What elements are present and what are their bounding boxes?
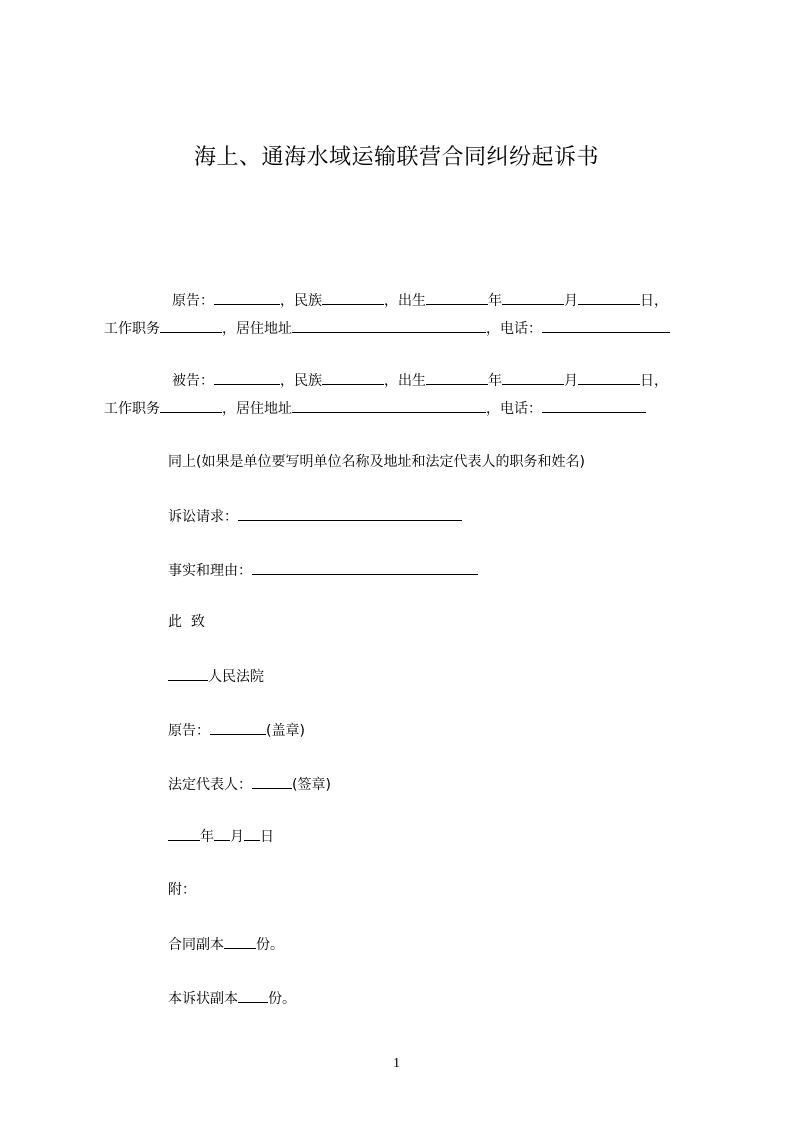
attachment-contract-suffix: 份。 bbox=[256, 937, 284, 953]
attachment-complaint-line bbox=[168, 988, 296, 1009]
defendant-line-1 bbox=[172, 370, 668, 391]
plaintiff-address-blank[interactable] bbox=[292, 318, 486, 333]
defendant-address-label: ，居住地址 bbox=[222, 401, 292, 417]
defendant-day-label: 日， bbox=[640, 373, 668, 389]
facts-line bbox=[168, 560, 478, 581]
defendant-job-label: 工作职务 bbox=[104, 401, 160, 417]
legal-rep-seal: (签章) bbox=[292, 777, 331, 793]
same-note: 同上(如果是单位要写明单位名称及地址和法定代表人的职务和姓名) bbox=[168, 454, 585, 470]
attachment-complaint-prefix: 本诉状副本 bbox=[168, 991, 238, 1007]
plaintiff-phone-label: ，电话： bbox=[486, 321, 542, 337]
date-year-label: 年 bbox=[200, 829, 214, 845]
page-number: 1 bbox=[393, 1056, 400, 1071]
defendant-name-blank[interactable] bbox=[214, 370, 280, 385]
court-line bbox=[168, 666, 264, 687]
facts-label: 事实和理由： bbox=[168, 563, 252, 579]
plaintiff-birth-label: ，出生 bbox=[384, 293, 426, 309]
defendant-address-blank[interactable] bbox=[292, 398, 486, 413]
plaintiff-month-label: 月 bbox=[564, 293, 578, 309]
sign-plaintiff-blank[interactable] bbox=[210, 720, 266, 735]
defendant-ethnicity-blank[interactable] bbox=[322, 370, 384, 385]
attachment-label: 附： bbox=[168, 882, 196, 898]
plaintiff-label: 原告： bbox=[172, 293, 214, 309]
plaintiff-address-label: ，居住地址 bbox=[222, 321, 292, 337]
defendant-birth-label: ，出生 bbox=[384, 373, 426, 389]
facts-blank[interactable] bbox=[252, 560, 478, 575]
defendant-birth-day-blank[interactable] bbox=[578, 370, 640, 385]
claims-label: 诉讼请求： bbox=[168, 509, 238, 525]
plaintiff-birth-year-blank[interactable] bbox=[426, 290, 488, 305]
legal-rep-line bbox=[168, 774, 331, 795]
plaintiff-birth-day-blank[interactable] bbox=[578, 290, 640, 305]
court-name-blank[interactable] bbox=[168, 666, 208, 681]
defendant-label: 被告： bbox=[172, 373, 214, 389]
plaintiff-line-2 bbox=[104, 318, 670, 339]
defendant-birth-month-blank[interactable] bbox=[502, 370, 564, 385]
legal-rep-blank[interactable] bbox=[252, 774, 292, 789]
sign-plaintiff-label: 原告： bbox=[168, 723, 210, 739]
plaintiff-ethnicity-label: ，民族 bbox=[280, 293, 322, 309]
plaintiff-job-label: 工作职务 bbox=[104, 321, 160, 337]
defendant-phone-label: ，电话： bbox=[486, 401, 542, 417]
attachment-contract-count-blank[interactable] bbox=[224, 934, 256, 949]
plaintiff-day-label: 日， bbox=[640, 293, 668, 309]
court-suffix: 人民法院 bbox=[208, 669, 264, 685]
date-month-blank[interactable] bbox=[214, 826, 230, 841]
defendant-job-blank[interactable] bbox=[160, 398, 222, 413]
date-year-blank[interactable] bbox=[168, 826, 200, 841]
plaintiff-birth-month-blank[interactable] bbox=[502, 290, 564, 305]
defendant-month-label: 月 bbox=[564, 373, 578, 389]
plaintiff-job-blank[interactable] bbox=[160, 318, 222, 333]
attachment-contract-line bbox=[168, 934, 284, 955]
document-title: 海上、通海水域运输联营合同纠纷起诉书 bbox=[193, 145, 599, 170]
defendant-line-2 bbox=[104, 398, 646, 419]
sign-plaintiff-line bbox=[168, 720, 305, 741]
plaintiff-year-label: 年 bbox=[488, 293, 502, 309]
date-month-label: 月 bbox=[230, 829, 244, 845]
claims-line bbox=[168, 506, 462, 527]
claims-blank[interactable] bbox=[238, 506, 462, 521]
date-day-blank[interactable] bbox=[244, 826, 260, 841]
defendant-phone-blank[interactable] bbox=[542, 398, 646, 413]
date-line bbox=[168, 826, 274, 847]
sign-plaintiff-seal: (盖章) bbox=[266, 723, 305, 739]
plaintiff-name-blank[interactable] bbox=[214, 290, 280, 305]
defendant-ethnicity-label: ，民族 bbox=[280, 373, 322, 389]
attachment-contract-prefix: 合同副本 bbox=[168, 937, 224, 953]
attachment-complaint-suffix: 份。 bbox=[268, 991, 296, 1007]
plaintiff-ethnicity-blank[interactable] bbox=[322, 290, 384, 305]
defendant-birth-year-blank[interactable] bbox=[426, 370, 488, 385]
plaintiff-phone-blank[interactable] bbox=[542, 318, 670, 333]
salutation: 此 致 bbox=[168, 614, 205, 630]
plaintiff-line-1 bbox=[172, 290, 668, 311]
defendant-year-label: 年 bbox=[488, 373, 502, 389]
attachment-complaint-count-blank[interactable] bbox=[238, 988, 268, 1003]
date-day-label: 日 bbox=[260, 829, 274, 845]
legal-rep-label: 法定代表人： bbox=[168, 777, 252, 793]
